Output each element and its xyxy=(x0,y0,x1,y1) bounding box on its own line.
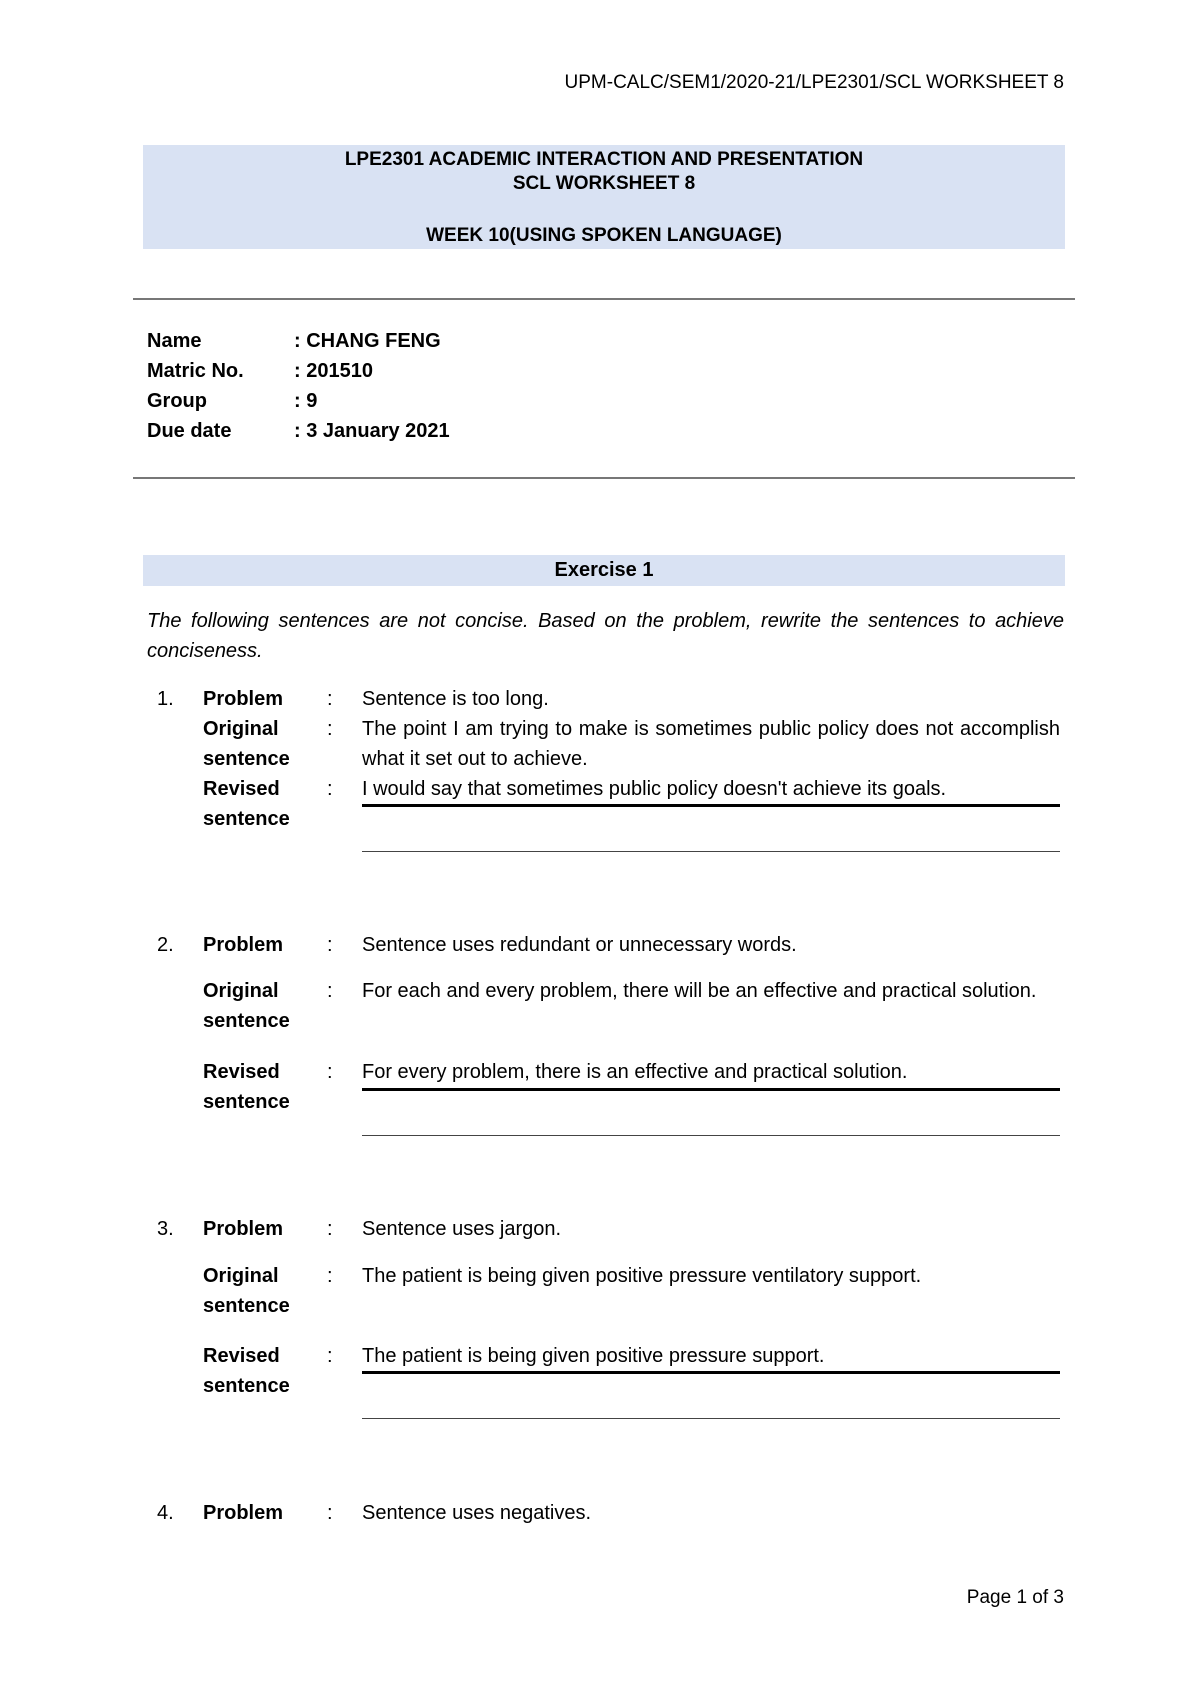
item-1-number: 1. xyxy=(157,688,174,710)
exercise-instruction: The following sentences are not concise. Based on the problem, rewrite the sentences to achieve conciseness. xyxy=(147,610,1064,662)
document-code-header: UPM-CALC/SEM1/2020-21/LPE2301/SCL WORKSHEET 8 xyxy=(564,72,1064,93)
name-value: : CHANG FENG xyxy=(294,330,441,352)
top-divider xyxy=(133,298,1075,300)
matric-value: : 201510 xyxy=(294,360,373,382)
item-2-revised-text: For every problem, there is an effective and practical solution. xyxy=(362,1061,908,1083)
item-1-problem-label: Problem xyxy=(203,688,284,710)
item-3-number: 3. xyxy=(157,1218,174,1240)
item-3-original-text: The patient is being given positive pressure ventilatory support. xyxy=(362,1265,922,1287)
exercise-title: Exercise 1 xyxy=(143,555,1065,586)
due-date-value: : 3 January 2021 xyxy=(294,420,450,442)
item-2-answer-line xyxy=(362,1088,1060,1091)
item-2-revised-colon: : xyxy=(327,1061,333,1083)
item-3-problem-text: Sentence uses jargon. xyxy=(362,1218,562,1240)
item-2-problem-label: Problem xyxy=(203,934,284,956)
item-3-revised-colon: : xyxy=(327,1345,333,1367)
item-3-problem-colon: : xyxy=(327,1218,333,1240)
item-2-original-text: For each and every problem, there will be an effective and practical solution. xyxy=(362,980,1037,1002)
page-number: Page 1 of 3 xyxy=(966,1587,1064,1608)
item-4-problem-label: Problem xyxy=(203,1502,284,1524)
name-label: Name xyxy=(147,330,202,352)
item-3-answer-line xyxy=(362,1371,1060,1374)
item-3-original-label: Original sentence xyxy=(203,1265,290,1317)
item-4-problem-text: Sentence uses negatives. xyxy=(362,1502,592,1524)
bottom-divider xyxy=(133,477,1075,479)
item-1-revised-label: Revised sentence xyxy=(203,778,290,830)
worksheet-title: SCL WORKSHEET 8 xyxy=(512,173,696,194)
worksheet-title-box xyxy=(143,145,1065,249)
item-1-problem-text: Sentence is too long. xyxy=(362,688,549,710)
item-3-revised-label: Revised sentence xyxy=(203,1345,290,1397)
item-4-problem-colon: : xyxy=(327,1502,333,1524)
item-3-blank-line xyxy=(362,1418,1060,1419)
item-2-number: 2. xyxy=(157,934,174,956)
matric-label: Matric No. xyxy=(147,360,244,382)
item-3-original-colon: : xyxy=(327,1265,333,1287)
item-1-answer-line xyxy=(362,804,1060,807)
item-2-problem-colon: : xyxy=(327,934,333,956)
item-3-problem-label: Problem xyxy=(203,1218,284,1240)
due-date-label: Due date xyxy=(147,420,232,442)
item-3-revised-text: The patient is being given positive pressure support. xyxy=(362,1345,825,1367)
item-2-original-colon: : xyxy=(327,980,333,1002)
item-2-problem-text: Sentence uses redundant or unnecessary words. xyxy=(362,934,797,956)
week-title: WEEK 10(USING SPOKEN LANGUAGE) xyxy=(426,225,782,246)
item-1-revised-text: I would say that sometimes public policy doesn't achieve its goals. xyxy=(362,778,947,800)
group-label: Group xyxy=(147,390,207,412)
item-1-original-text: The point I am trying to make is sometimes public policy does not accomplish what it set out to achieve. xyxy=(362,718,1060,770)
item-1-problem-colon: : xyxy=(327,688,333,710)
item-2-blank-line xyxy=(362,1135,1060,1136)
item-1-original-label: Original sentence xyxy=(203,718,290,770)
item-4-number: 4. xyxy=(157,1502,174,1524)
course-title: LPE2301 ACADEMIC INTERACTION AND PRESENTATION xyxy=(344,149,864,170)
item-1-original-colon: : xyxy=(327,718,333,740)
group-value: : 9 xyxy=(294,390,318,412)
item-2-revised-label: Revised sentence xyxy=(203,1061,290,1113)
item-2-original-label: Original sentence xyxy=(203,980,290,1032)
item-1-blank-line xyxy=(362,851,1060,852)
item-1-revised-colon: : xyxy=(327,778,333,800)
